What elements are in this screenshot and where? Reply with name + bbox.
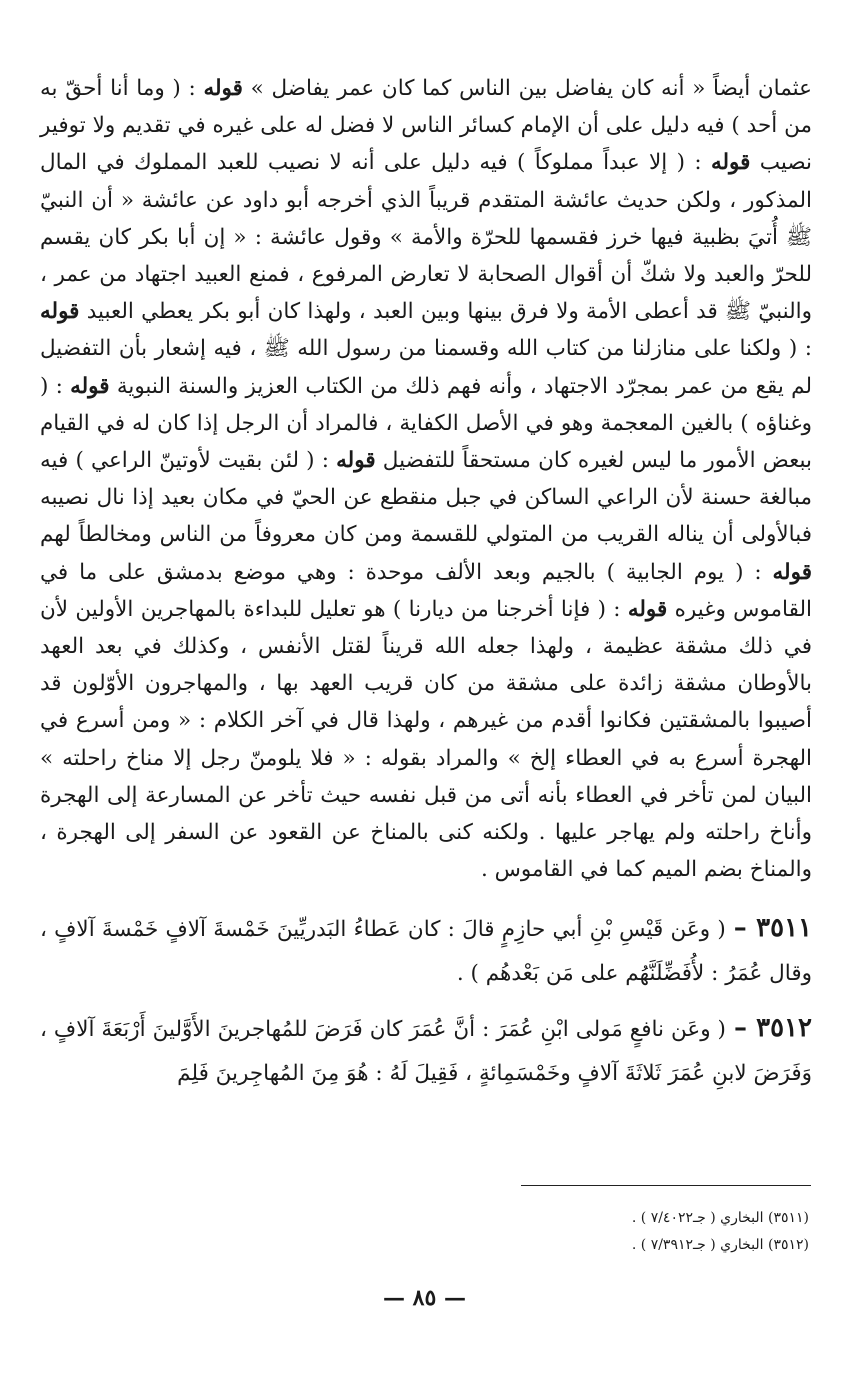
hadith-entry [40, 906, 812, 996]
hadith-text: ( وعَن نافعٍ مَولى ابْنِ عُمَرَ : أنَّ عُمَرَ كان فَرَضَ للمُهاجرينَ الأَوَّلينَ أَرْبَعَةَ آلافٍ ، وَفَرَضَ لابنِ عُمَرَ ثَلاثَةَ آلافٍ وخَمْسَمِائةٍ ، فَقِيلَ لَهُ : هُوَ مِنَ المُهاجِرينَ فَلِمَ [40, 1017, 812, 1087]
footnote-divider [521, 1185, 811, 1186]
qawluhu-label: قوله [710, 150, 751, 176]
qawluhu-label: قوله [627, 596, 668, 622]
commentary-text: : ( وما أنا أحقّ به من أحد ) فيه دليل على أن الإمام كسائر الناس لا فضل له على غيره في تقديم ولا توفير نصيب [40, 76, 812, 176]
commentary-text: : ( فإنا أخرجنا من ديارنا ) هو تعليل للبداءة بالمهاجرين الأولين لأن في ذلك مشقة عظيمة ، ولهذا جعله الله قريناً لقتل الأنفس ، وكذلك في بعد العهد بالأوطان مشقة زائدة على مشقة من كان قريب العهد بها ، والمهاجرون الأوّلون قد أصيبوا بالمشقتين فكانوا أقدم من غيرهم ، ولهذا قال في آخر الكلام : « ومن أسرع في الهجرة أسرع به في العطاء إلخ » والمراد بقوله : « فلا يلومنّ رجل إلا مناخ راحلته » البيان لمن تأخر في العطاء بأنه أتى من قبل نفسه حيث تأخر عن المسارعة إلى الهجرة وأناخ راحلته ولم يهاجر عليها . ولكنه كنى بالمناخ عن القعود عن السفر إلى الهجرة ، والمناخ بضم الميم كما في القاموس . [40, 596, 813, 883]
footnote: (٣٥١١) البخاري ( جـ٧/٤٠٢٢ ) . [631, 1210, 809, 1226]
qawluhu-label: قوله [336, 448, 376, 474]
hadith-number: ٣٥١١ – [733, 913, 812, 944]
qawluhu-label: قوله [70, 373, 110, 399]
footnotes [632, 1205, 809, 1259]
commentary-text: عثمان أيضاً « أنه كان يفاضل بين الناس كما كان عمر يفاضل » [242, 76, 812, 101]
hadith-number: ٣٥١٢ – [733, 1013, 812, 1044]
commentary-paragraph [40, 70, 812, 888]
commentary-text: : ( إلا عبداً مملوكاً ) فيه دليل على أنه لا نصيب للعبد المملوك في المال المذكور ، ولكن حديث عائشة المتقدم قريباً الذي أخرجه أبو داود عن عائشة « أن النبيّ ﷺ أُتيَ بظبية فيها خرز فقسمها للحرّة والأمة » وقول عائشة : « إن أبا بكر كان يقسم للحرّ والعبد ولا شكّ أن أقوال الصحابة لا تعارض المرفوع ، فمنع العبيد اجتهاد من عمر ، والنبيّ ﷺ قد أعطى الأمة ولا فرق بينها وبين العبد ، ولهذا كان أبو بكر يعطي العبيد [40, 150, 812, 325]
hadith-text: ( وعَن قَيْسِ بْنِ أبي حازِمٍ قالَ : كان عَطاءُ البَدريِّينَ خَمْسةَ آلافٍ خَمْسةَ آلافٍ ، وقال عُمَرُ : لأُفَضِّلَنَّهُم على مَن بَعْدهُم ) . [40, 917, 812, 987]
qawluhu-label: قوله [203, 76, 243, 101]
footnote: (٣٥١٢) البخاري ( جـ٧/٣٩١٢ ) . [631, 1237, 809, 1253]
commentary-text: : ( يوم الجابية ) بالجيم وبعد الألف موحدة : وهي موضع بدمشق على ما في القاموس وغيره [40, 559, 812, 622]
page-number: — ٨٥ — [383, 1285, 466, 1311]
commentary-text: : ( وغناؤه ) بالغين المعجمة وهو في الأصل الكفاية ، فالمراد أن الرجل إذا كان له في القيام ببعض الأمور ما ليس لغيره كان مستحقاً للتفضيل [40, 373, 812, 474]
qawluhu-label: قوله [772, 559, 812, 585]
hadith-entry [40, 1006, 812, 1096]
commentary-text: : ( لئن بقيت لأوتينّ الراعي ) فيه مبالغة حسنة لأن الراعي الساكن في جبل منقطع عن الحيّ في مكان بعيد إذا نال نصيبه فبالأولى أن يناله القريب من المتولي للقسمة ومن كان معروفاً من الناس ومخالطاً لهم [40, 448, 812, 548]
page-body [40, 70, 812, 1096]
commentary-text: : ( ولكنا على منازلنا من كتاب الله وقسمنا من رسول الله ﷺ ، فيه إشعار بأن التفضيل لم يقع من عمر بمجرّد الاجتهاد ، وأنه فهم ذلك من الكتاب العزيز والسنة النبوية [40, 336, 812, 399]
qawluhu-label: قوله [40, 299, 80, 325]
